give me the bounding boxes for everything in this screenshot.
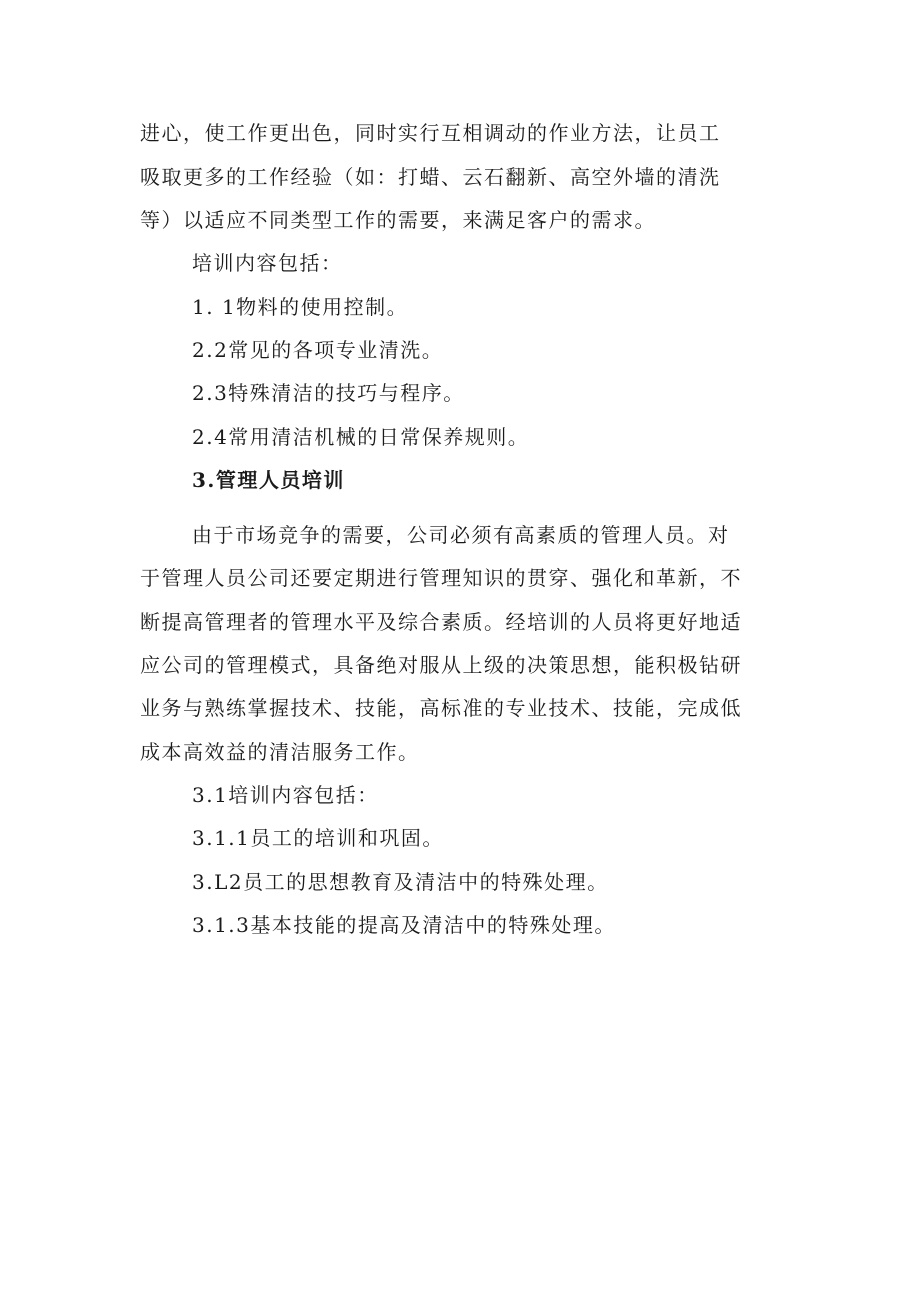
paragraph-line: 于管理人员公司还要定期进行管理知识的贯穿、强化和革新，不: [140, 566, 742, 590]
paragraph-line: 等）以适应不同类型工作的需要，来满足客户的需求。: [140, 208, 656, 232]
section-heading: 3.管理人员培训: [192, 468, 345, 492]
list-item: 2.2常见的各项专业清洗。: [192, 338, 444, 362]
paragraph-line: 成本高效益的清洁服务工作。: [140, 740, 420, 764]
list-heading: 培训内容包括：: [192, 251, 343, 275]
list-item: 3.1.1员工的培训和巩固。: [192, 826, 444, 850]
paragraph-line: 吸取更多的工作经验（如：打蜡、云石翻新、高空外墙的清洗: [140, 165, 721, 189]
paragraph-line: 断提高管理者的管理水平及综合素质。经培训的人员将更好地适: [140, 610, 742, 634]
list-item: 3.1.3基本技能的提高及清洁中的特殊处理。: [192, 913, 616, 937]
list-heading: 3.1培训内容包括：: [192, 783, 379, 807]
list-item: 2.4常用清洁机械的日常保养规则。: [192, 425, 530, 449]
paragraph-line: 业务与熟练掌握技术、技能，高标准的专业技术、技能，完成低: [140, 696, 742, 720]
paragraph-line: 进心，使工作更出色，同时实行互相调动的作业方法，让员工: [140, 121, 721, 145]
paragraph-line: 由于市场竞争的需要，公司必须有高素质的管理人员。对: [192, 523, 730, 547]
paragraph-line: 应公司的管理模式，具备绝对服从上级的决策思想，能积极钻研: [140, 653, 742, 677]
list-item: 3.L2员工的思想教育及清洁中的特殊处理。: [192, 870, 609, 894]
list-item: 2.3特殊清洁的技巧与程序。: [192, 381, 465, 405]
list-item: 1. 1物料的使用控制。: [192, 295, 409, 319]
